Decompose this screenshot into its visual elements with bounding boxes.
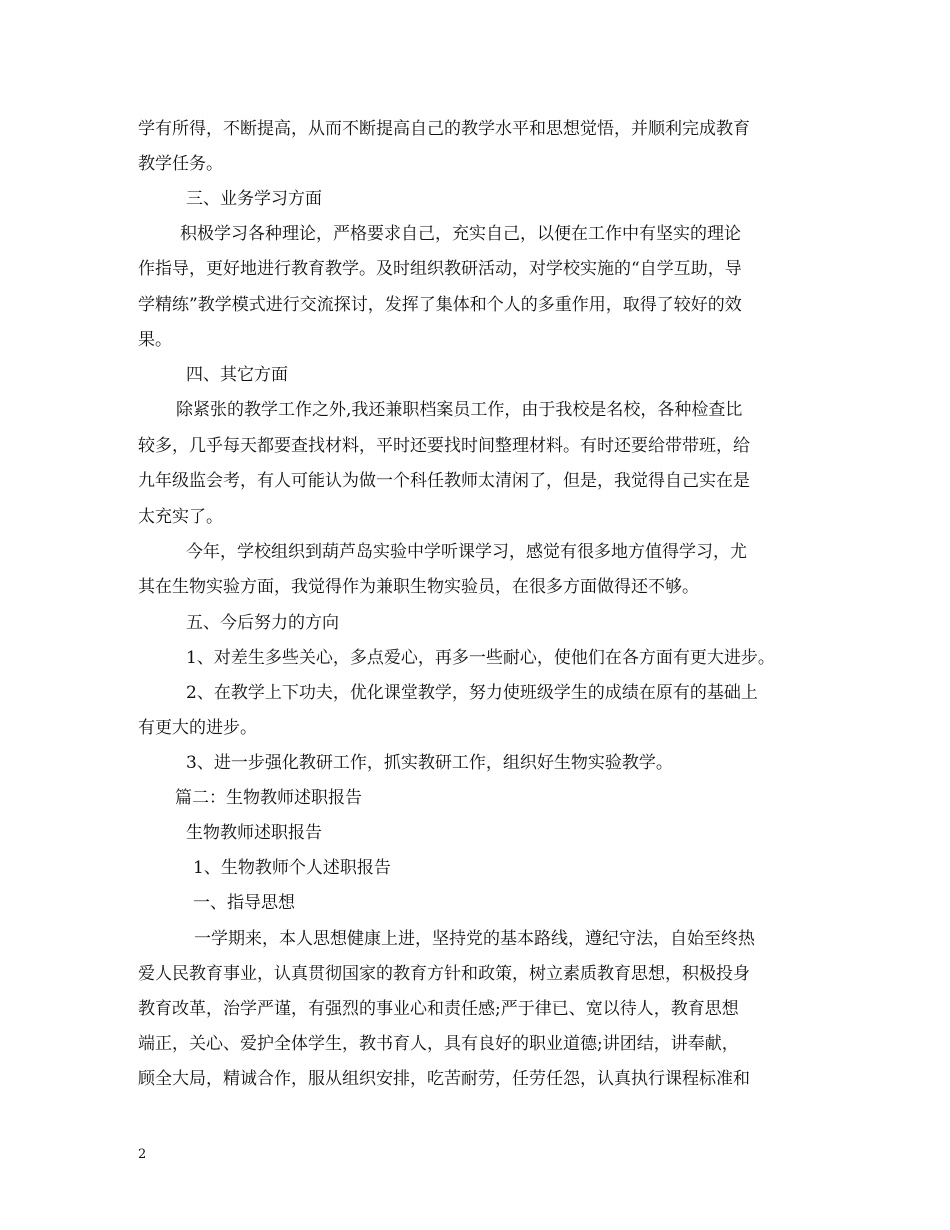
text-line: 一学期来，本人思想健康上进，坚持党的基本路线，遵纪守法，自始至终热 (194, 929, 755, 949)
text-line: 学精练”教学模式进行交流探讨，发挥了集体和个人的多重作用，取得了较好的效 (138, 295, 742, 315)
text-line: 顾全大局，精诚合作，服从组织安排，吃苦耐劳，任劳任怨，认真执行课程标准和 (138, 1069, 750, 1089)
report-title: 生物教师述职报告 (186, 823, 322, 843)
text-line: 今年，学校组织到葫芦岛实验中学听课学习，感觉有很多地方值得学习，尤 (186, 542, 747, 562)
section-heading: 五、今后努力的方向 (186, 613, 339, 633)
page-number: 2 (138, 1147, 147, 1162)
text-line: 作指导，更好地进行教育教学。及时组织教研活动，对学校实施的“自学互助，导 (138, 259, 742, 279)
text-line: 爱人民教育事业，认真贯彻国家的教育方针和政策，树立素质教育思想，积极投身 (138, 964, 750, 984)
text-line: 教学任务。 (138, 154, 223, 174)
text-line: 端正，关心、爱护全体学生，教书育人，具有良好的职业道德;讲团结，讲奉献， (138, 1034, 739, 1054)
section-heading: 三、业务学习方面 (186, 189, 322, 209)
text-line: 积极学习各种理论，严格要求自己，充实自己，以便在工作中有坚实的理论 (180, 224, 741, 244)
text-line: 其在生物实验方面，我觉得作为兼职生物实验员，在很多方面做得还不够。 (138, 577, 699, 597)
subsection-heading: 1、生物教师个人述职报告 (193, 858, 391, 878)
section-heading: 四、其它方面 (186, 365, 288, 385)
text-line: 学有所得，不断提高，从而不断提高自己的教学水平和思想觉悟，并顺利完成教育 (138, 119, 750, 139)
text-line: 教育改革，治学严谨，有强烈的事业心和责任感;严于律已、宽以待人，教育思想 (138, 999, 739, 1019)
list-item: 3、进一步强化教研工作，抓实教研工作，组织好生物实验教学。 (186, 753, 673, 773)
text-line: 除紧张的教学工作之外,我还兼职档案员工作，由于我校是名校，各种检查比 (176, 400, 743, 420)
text-line: 果。 (138, 330, 172, 350)
list-item: 2、在教学上下功夫，优化课堂教学，努力使班级学生的成绩在原有的基础上 (186, 683, 758, 703)
text-line: 有更大的进步。 (138, 718, 257, 738)
section-heading: 一、指导思想 (193, 893, 295, 913)
text-line: 九年级监会考，有人可能认为做一个科任教师太清闲了，但是，我觉得自己实在是 (138, 471, 750, 491)
chapter-heading: 篇二：生物教师述职报告 (175, 788, 362, 808)
text-line: 较多，几乎每天都要查找材料，平时还要找时间整理材料。有时还要给带带班，给 (138, 436, 750, 456)
text-line: 太充实了。 (138, 507, 223, 527)
list-item: 1、对差生多些关心，多点爱心，再多一些耐心，使他们在各方面有更大进步。 (186, 648, 775, 668)
